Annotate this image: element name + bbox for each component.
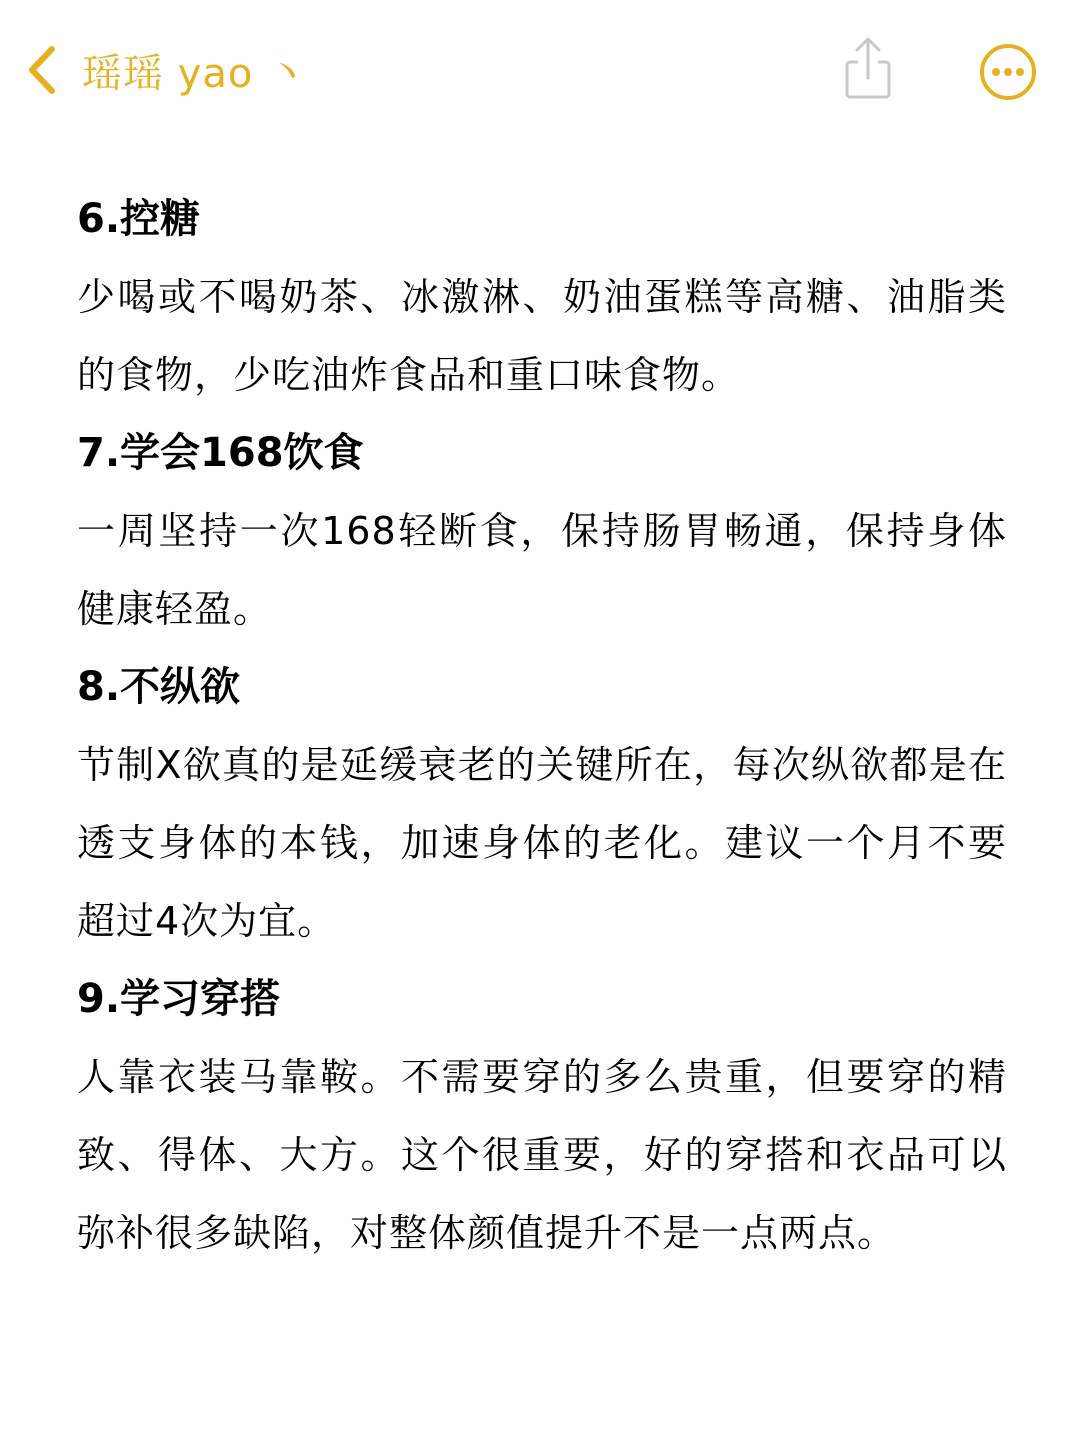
section-body: 少喝或不喝奶茶、冰激淋、奶油蛋糕等高糖、油脂类的食物，少吃油炸食品和重口味食物。 (77, 275, 1007, 397)
section-heading: 8.不纵欲 (77, 664, 241, 710)
section-outfit (77, 960, 1007, 1272)
back-button[interactable] (24, 38, 308, 102)
more-icon (978, 87, 1038, 106)
more-options-button[interactable] (978, 42, 1038, 102)
section-168-diet (77, 414, 1007, 648)
section-body: 人靠衣装马靠鞍。不需要穿的多么贵重，但要穿的精致、得体、大方。这个很重要，好的穿搭和衣品可以弥补很多缺陷，对整体颜值提升不是一点两点。 (77, 1055, 1007, 1255)
share-icon (838, 89, 898, 108)
section-restraint (77, 648, 1007, 960)
chevron-left-icon (24, 38, 64, 102)
section-heading: 7.学会168饮食 (77, 430, 364, 476)
section-body: 一周坚持一次168轻断食，保持肠胃畅通，保持身体健康轻盈。 (77, 509, 1007, 631)
note-author-title: 瑶瑶 yao 丶 (82, 50, 309, 97)
note-content (77, 180, 1007, 1272)
section-body: 节制X欲真的是延缓衰老的关键所在，每次纵欲都是在透支身体的本钱，加速身体的老化。建议一个月不要超过4次为宜。 (77, 743, 1007, 943)
section-heading: 9.学习穿搭 (77, 976, 281, 1022)
section-control-sugar (77, 180, 1007, 414)
share-button[interactable] (838, 32, 898, 104)
top-navigation-bar (0, 0, 1080, 140)
section-heading: 6.控糖 (77, 196, 201, 242)
